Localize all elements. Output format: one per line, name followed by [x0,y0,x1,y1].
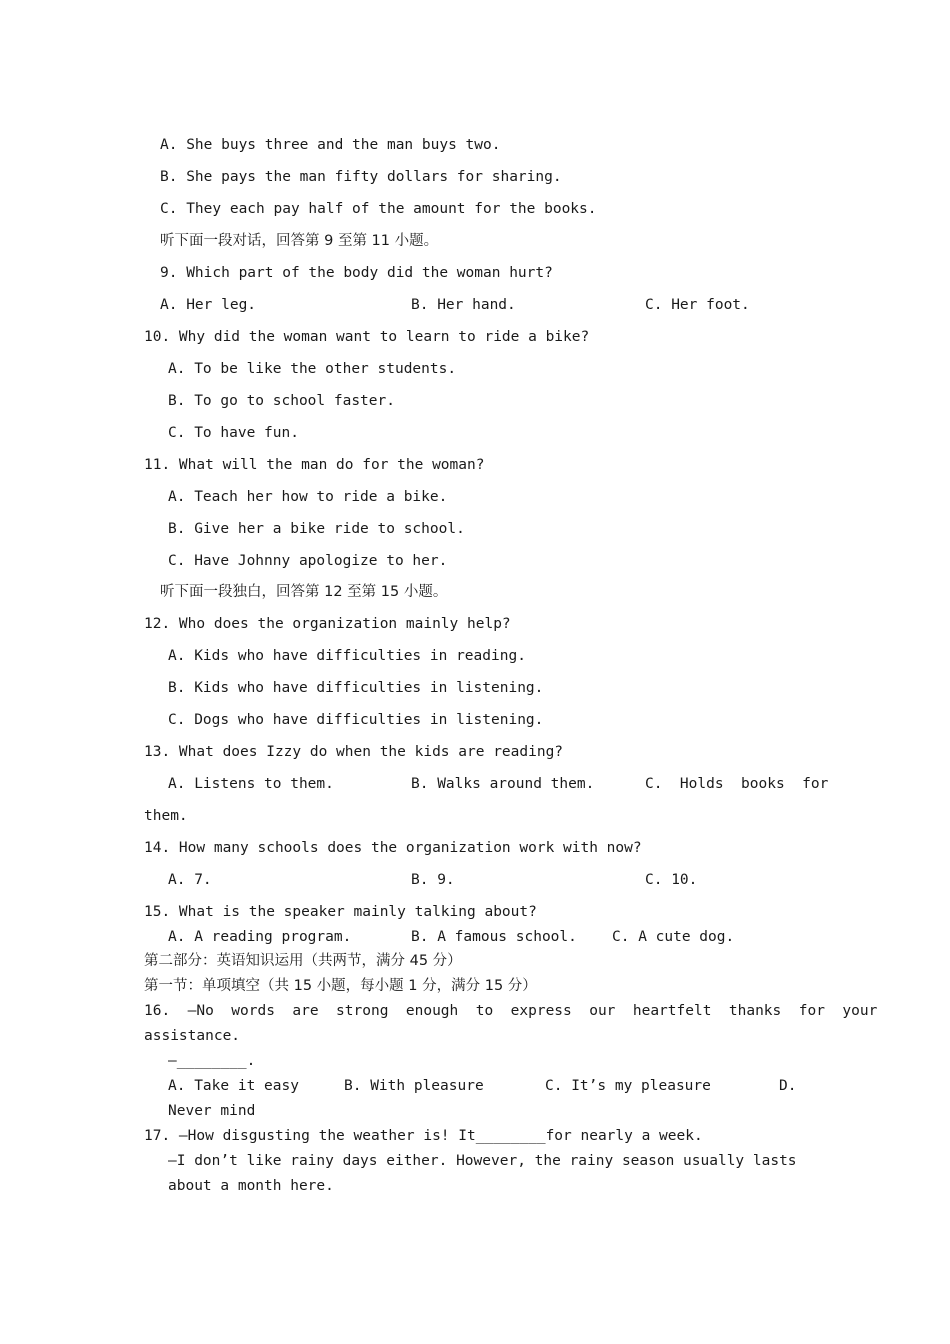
q14-option-c: C. 10. [645,872,698,888]
question-16-continued: assistance. [144,1028,241,1044]
part-two-section-one-heading: 第一节：单项填空（共 15 小题，每小题 1 分，满分 15 分） [144,978,537,994]
q9-option-a: A. Her leg. [160,297,257,313]
q13-option-c-continued: them. [144,808,188,824]
q14-option-a: A. 7. [168,872,212,888]
q13-option-a: A. Listens to them. [168,776,334,792]
q14-option-b: B. 9. [411,872,455,888]
q12-option-b: B. Kids who have difficulties in listening. [168,680,544,696]
q16-option-c: C. It’s my pleasure [545,1078,711,1094]
section-instruction-12-15: 听下面一段独白，回答第 12 至第 15 小题。 [160,584,448,600]
q8-option-b: B. She pays the man fifty dollars for sharing. [160,169,562,185]
q11-option-a: A. Teach her how to ride a bike. [168,489,448,505]
question-11: 11. What will the man do for the woman? [144,457,485,473]
question-13: 13. What does Izzy do when the kids are reading? [144,744,564,760]
q16-option-a: A. Take it easy [168,1078,299,1094]
question-12: 12. Who does the organization mainly help? [144,616,511,632]
q16-option-b: B. With pleasure [344,1078,484,1094]
q13-option-b: B. Walks around them. [411,776,595,792]
q12-option-a: A. Kids who have difficulties in reading. [168,648,526,664]
q10-option-b: B. To go to school faster. [168,393,395,409]
q10-option-c: C. To have fun. [168,425,299,441]
q17-reply-line-2: about a month here. [168,1178,334,1194]
question-17: 17. —How disgusting the weather is! It________for nearly a week. [144,1128,703,1144]
question-15: 15. What is the speaker mainly talking about? [144,904,537,920]
q10-option-a: A. To be like the other students. [168,361,457,377]
section-instruction-9-11: 听下面一段对话，回答第 9 至第 11 小题。 [160,233,439,249]
question-16: 16. —No words are strong enough to express our heartfelt thanks for your [144,1003,878,1019]
q15-option-b: B. A famous school. [411,929,577,945]
q11-option-c: C. Have Johnny apologize to her. [168,553,448,569]
q16-reply-blank: —________. [168,1053,256,1069]
q15-option-c: C. A cute dog. [612,929,735,945]
q9-option-b: B. Her hand. [411,297,516,313]
q12-option-c: C. Dogs who have difficulties in listening. [168,712,544,728]
q17-reply-line-1: —I don’t like rainy days either. However, the rainy season usually lasts [168,1153,797,1169]
q13-option-c: C. Holds books for [645,776,829,792]
q16-option-d: D. [779,1078,797,1094]
question-9: 9. Which part of the body did the woman hurt? [160,265,553,281]
part-two-heading: 第二部分：英语知识运用（共两节，满分 45 分） [144,953,462,969]
question-10: 10. Why did the woman want to learn to ride a bike? [144,329,590,345]
q16-option-d-continued: Never mind [168,1103,256,1119]
q15-option-a: A. A reading program. [168,929,352,945]
q9-option-c: C. Her foot. [645,297,750,313]
q8-option-c: C. They each pay half of the amount for the books. [160,201,597,217]
question-14: 14. How many schools does the organization work with now? [144,840,642,856]
q8-option-a: A. She buys three and the man buys two. [160,137,501,153]
q11-option-b: B. Give her a bike ride to school. [168,521,465,537]
